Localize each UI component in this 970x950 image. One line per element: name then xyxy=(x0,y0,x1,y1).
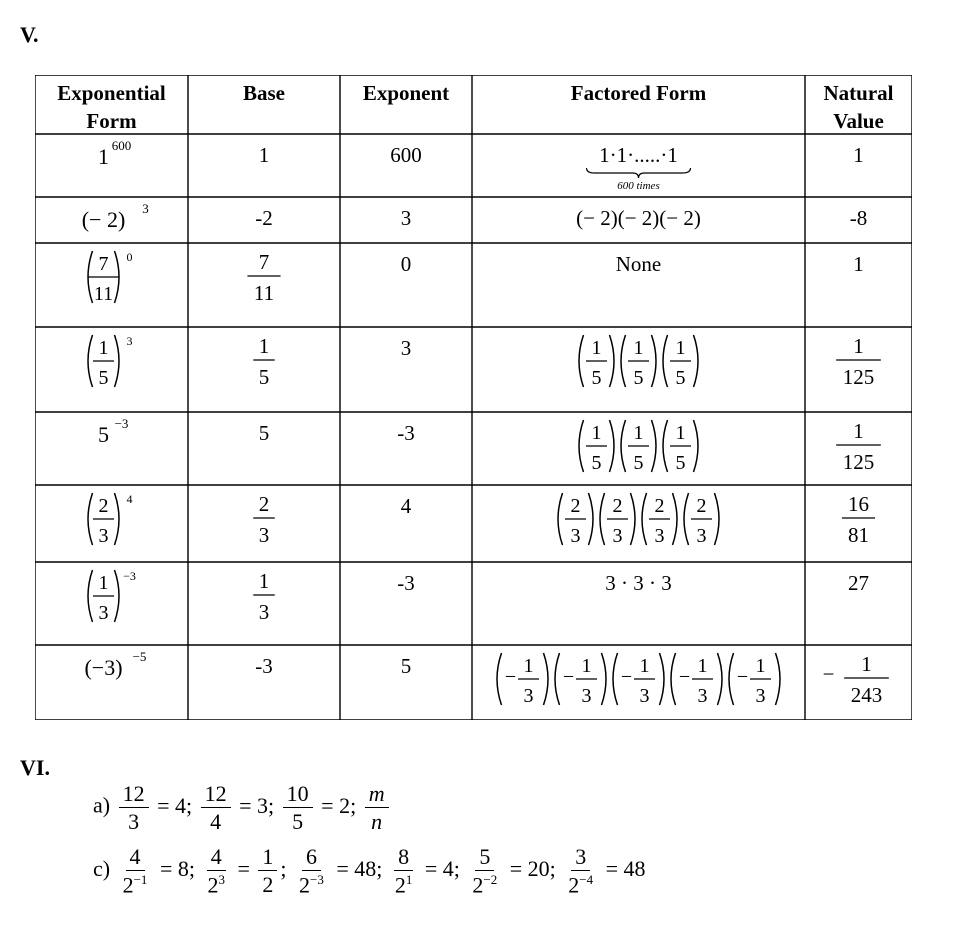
factored-form-cell-factor-numerator: 1 xyxy=(633,337,644,359)
natural-value-cell-numerator: 16 xyxy=(848,491,869,516)
exponential-form-cell-left-paren xyxy=(88,570,93,622)
table-header: Exponential xyxy=(57,81,166,105)
factored-form-cell-factor-left-paren xyxy=(579,335,584,387)
factored-form-cell: 3 · 3 · 3 xyxy=(605,571,672,595)
factored-form-cell: (− 2)(− 2)(− 2) xyxy=(576,206,701,230)
vi-c-result: = xyxy=(231,855,256,881)
vi-a-fraction xyxy=(119,782,149,833)
vi-a-numerator: 12 xyxy=(119,782,149,808)
table-header: Base xyxy=(243,81,285,105)
vi-c-denominator xyxy=(119,871,152,896)
exponential-form-cell-exponent: 3 xyxy=(126,334,133,348)
factored-form-cell-factor-left-paren xyxy=(621,335,626,387)
exponent-cell: -3 xyxy=(397,571,415,595)
factored-form-cell-factor-right-paren xyxy=(715,493,720,545)
vi-c-den-exponent: −2 xyxy=(483,872,498,888)
exponential-form-cell-numerator: 7 xyxy=(98,253,109,275)
natural-value-cell-denominator: 81 xyxy=(848,523,869,548)
base-cell-denominator: 3 xyxy=(258,523,270,548)
vi-a-denominator: 3 xyxy=(128,809,140,835)
factored-form-cell-factor-right-paren xyxy=(610,420,615,472)
base-cell: 1 xyxy=(258,143,270,167)
vi-c-den-base: 2 xyxy=(472,872,484,898)
factored-form-cell-factor-right-paren xyxy=(652,335,657,387)
vi-c-den-base: 2 xyxy=(394,872,406,898)
vi-c-denominator xyxy=(468,871,501,896)
factored-form-cell-factor-right-paren xyxy=(776,653,781,705)
factored-form-cell-sign: − xyxy=(620,666,633,688)
factored-form-cell-factor-denominator: 3 xyxy=(654,525,665,547)
vi-a-fraction xyxy=(283,782,313,833)
factored-form-cell-factor-right-paren xyxy=(660,653,665,705)
exponential-form-cell-left-paren xyxy=(88,335,93,387)
exponential-form-cell-exponent: 0 xyxy=(126,250,133,264)
base-cell: -2 xyxy=(255,206,273,230)
exponent-table xyxy=(35,75,912,720)
factored-form-cell-factor-right-paren xyxy=(631,493,636,545)
factored-form-cell-factor-left-paren xyxy=(497,653,502,705)
vi-a-denominator: 5 xyxy=(292,809,304,835)
exponential-form-cell-denominator: 3 xyxy=(98,525,109,547)
vi-c-result: = 20; xyxy=(504,855,562,881)
vi-c-den-exponent: 3 xyxy=(218,872,225,888)
vi-c-result: = 4; xyxy=(419,855,466,881)
vi-a-result: = 4; xyxy=(151,792,198,818)
vi-a-denominator: n xyxy=(371,809,383,835)
vi-c-denominator xyxy=(564,871,597,896)
exponent-cell: -3 xyxy=(397,421,415,445)
factored-form-cell-factor-left-paren xyxy=(555,653,560,705)
exponential-form-cell-base: 5 xyxy=(98,422,109,447)
table-header: Natural xyxy=(823,81,894,105)
factored-form-cell-sign: − xyxy=(504,666,517,688)
factored-form-cell-factor-numerator: 1 xyxy=(639,655,650,677)
base-cell-denominator: 11 xyxy=(253,281,275,306)
vi-a-result: = 3; xyxy=(233,792,280,818)
exponential-form-cell-numerator: 1 xyxy=(98,572,109,594)
factored-form-cell-factor-left-paren xyxy=(558,493,563,545)
factored-form-cell-factor-numerator: 2 xyxy=(612,495,623,517)
factored-form-cell-sign: − xyxy=(678,666,691,688)
vi-c-result: = 48 xyxy=(600,855,646,881)
factored-form-cell-factor-right-paren xyxy=(718,653,723,705)
factored-form-cell-factor-numerator: 1 xyxy=(633,422,644,444)
vi-a-result: = 2; xyxy=(315,792,362,818)
vi-c-den-exponent: 1 xyxy=(405,872,413,888)
factored-form-cell-factor-denominator: 5 xyxy=(591,452,602,474)
exponent-cell: 0 xyxy=(400,252,412,276)
vi-c-fraction xyxy=(295,845,328,897)
exponential-form-cell-exponent: 3 xyxy=(142,201,149,216)
factored-form-cell-factor-left-paren xyxy=(684,493,689,545)
natural-value-cell-numerator: 1 xyxy=(853,418,864,443)
factored-form-cell-factor-numerator: 1 xyxy=(675,337,686,359)
factored-form-cell-factor-denominator: 5 xyxy=(591,367,602,389)
exponential-form-cell-numerator: 1 xyxy=(98,337,109,359)
natural-value-cell-numerator: 1 xyxy=(861,651,872,676)
factored-form-cell-factor-right-paren xyxy=(694,420,699,472)
factored-form-cell-factor-left-paren xyxy=(663,420,668,472)
factored-form-cell-underbrace xyxy=(587,168,691,178)
vi-c-den-exponent: −3 xyxy=(310,872,324,888)
vi-a-fraction xyxy=(365,782,389,833)
factored-form-cell-factor-right-paren xyxy=(602,653,607,705)
factored-form-cell-product: 1·1·.....·1 xyxy=(599,143,678,167)
exponential-form-cell-denominator: 3 xyxy=(98,602,109,624)
factored-form-cell-factor-denominator: 3 xyxy=(523,685,534,707)
vi-a-numerator: 10 xyxy=(283,782,313,808)
factored-form-cell-factor-denominator: 3 xyxy=(697,685,708,707)
factored-form-cell-factor-right-paren xyxy=(652,420,657,472)
exponential-form-cell-right-paren xyxy=(115,493,120,545)
vi-c-fraction xyxy=(203,845,229,897)
vi-c-numerator: 8 xyxy=(394,845,413,871)
factored-form-cell-factor-numerator: 2 xyxy=(654,495,665,517)
factored-form-cell-factor-numerator: 1 xyxy=(581,655,592,677)
natural-value-cell: 1 xyxy=(853,143,864,167)
vi-c-result: = 48; xyxy=(330,855,388,881)
vi-a-line xyxy=(93,782,392,833)
vi-c-result-numerator: 1 xyxy=(258,845,277,871)
base-cell-denominator: 3 xyxy=(258,600,270,625)
exponent-cell: 600 xyxy=(390,143,422,167)
factored-form-cell-factor-right-paren xyxy=(694,335,699,387)
exponent-cell: 4 xyxy=(400,494,412,518)
vi-a-numerator: m xyxy=(365,782,389,808)
natural-value-cell: -8 xyxy=(849,206,868,230)
exponent-cell: 3 xyxy=(400,206,412,230)
factored-form-cell-factor-right-paren xyxy=(589,493,594,545)
vi-a-numerator: 12 xyxy=(201,782,231,808)
factored-form-cell-factor-left-paren xyxy=(600,493,605,545)
factored-form-cell-factor-denominator: 5 xyxy=(633,452,644,474)
exponential-form-cell-denominator: 11 xyxy=(93,283,114,305)
exponential-form-cell-right-paren xyxy=(115,335,120,387)
vi-c-fraction xyxy=(391,845,417,897)
base-cell-numerator: 1 xyxy=(258,568,270,593)
factored-form-cell-factor-left-paren xyxy=(729,653,734,705)
factored-form-cell-factor-denominator: 5 xyxy=(675,367,686,389)
exponential-form-cell-numerator: 2 xyxy=(98,495,109,517)
factored-form-cell-factor-denominator: 3 xyxy=(612,525,623,547)
base-cell: -3 xyxy=(255,654,273,678)
factored-form-cell-factor-left-paren xyxy=(671,653,676,705)
factored-form-cell-factor-denominator: 3 xyxy=(639,685,650,707)
factored-form-cell: None xyxy=(615,252,662,276)
vi-c-numerator: 4 xyxy=(207,845,226,871)
vi-c-result-fraction xyxy=(258,845,277,896)
exponential-form-cell-exponent: −3 xyxy=(123,569,136,583)
factored-form-cell-factor-numerator: 1 xyxy=(755,655,766,677)
vi-c-denominator xyxy=(391,871,417,896)
vi-c-den-base: 2 xyxy=(568,872,580,898)
table-header: Factored Form xyxy=(570,81,707,105)
factored-form-cell-factor-right-paren xyxy=(610,335,615,387)
exponential-form-cell-exponent: −5 xyxy=(132,649,147,664)
vi-c-denominator xyxy=(295,871,328,896)
factored-form-cell-factor-numerator: 1 xyxy=(591,337,602,359)
vi-c-line xyxy=(93,845,646,897)
exponential-form-cell-left-paren xyxy=(88,493,93,545)
vi-a-denominator: 4 xyxy=(210,809,222,835)
factored-form-cell-factor-left-paren xyxy=(663,335,668,387)
base-cell-denominator: 5 xyxy=(258,365,270,390)
base-cell-numerator: 2 xyxy=(258,491,270,516)
factored-form-cell-factor-numerator: 2 xyxy=(696,495,707,517)
factored-form-cell-factor-denominator: 5 xyxy=(675,452,686,474)
vi-a-fraction xyxy=(201,782,231,833)
base-cell: 5 xyxy=(258,421,270,445)
vi-c-den-base: 2 xyxy=(207,872,219,898)
factored-form-cell-factor-numerator: 1 xyxy=(591,422,602,444)
exponential-form-cell-exponent: −3 xyxy=(114,416,129,431)
factored-form-cell-factor-denominator: 3 xyxy=(696,525,707,547)
factored-form-cell-factor-numerator: 1 xyxy=(523,655,534,677)
vi-c-fraction xyxy=(564,845,597,897)
natural-value-cell-numerator: 1 xyxy=(853,333,864,358)
exponential-form-cell-exponent: 600 xyxy=(111,138,132,153)
factored-form-cell-factor-left-paren xyxy=(642,493,647,545)
vi-a-label: a) xyxy=(93,792,111,818)
natural-value-cell-denominator: 125 xyxy=(842,450,875,475)
factored-form-cell-factor-right-paren xyxy=(544,653,549,705)
table-header: Value xyxy=(833,109,884,133)
natural-value-cell: 1 xyxy=(853,252,864,276)
table-header: Exponent xyxy=(362,81,450,105)
vi-c-result: = 8; xyxy=(154,855,201,881)
vi-c-den-base: 2 xyxy=(299,872,311,898)
exponential-form-cell-exponent: 4 xyxy=(126,492,133,506)
base-cell-numerator: 7 xyxy=(258,249,270,274)
factored-form-cell-factor-right-paren xyxy=(673,493,678,545)
factored-form-cell-factor-left-paren xyxy=(579,420,584,472)
factored-form-cell-factor-left-paren xyxy=(621,420,626,472)
table-header: Form xyxy=(86,109,137,133)
exponential-form-cell-denominator: 5 xyxy=(98,367,109,389)
vi-c-numerator: 4 xyxy=(126,845,145,871)
factored-form-cell-factor-numerator: 1 xyxy=(675,422,686,444)
vi-c-result-denominator: 2 xyxy=(262,872,274,898)
natural-value-cell-sign: − xyxy=(822,662,835,686)
base-cell-numerator: 1 xyxy=(258,333,270,358)
vi-c-numerator: 6 xyxy=(302,845,321,871)
vi-c-fraction xyxy=(468,845,501,897)
exponential-form-cell-base: (− 2) xyxy=(81,207,126,232)
factored-form-cell-factor-denominator: 5 xyxy=(633,367,644,389)
vi-c-numerator: 5 xyxy=(475,845,494,871)
factored-form-cell-factor-left-paren xyxy=(613,653,618,705)
factored-form-cell-note: 600 times xyxy=(617,180,660,192)
section-vi-heading: VI. xyxy=(20,755,50,780)
factored-form-cell-factor-denominator: 3 xyxy=(581,685,592,707)
natural-value-cell: 27 xyxy=(848,571,869,595)
factored-form-cell-sign: − xyxy=(562,666,575,688)
factored-form-cell-factor-numerator: 1 xyxy=(697,655,708,677)
exponential-form-cell-right-paren xyxy=(115,570,120,622)
vi-c-label: c) xyxy=(93,855,111,881)
vi-c-fraction xyxy=(119,845,152,897)
natural-value-cell-denominator: 125 xyxy=(842,365,875,390)
vi-c-numerator: 3 xyxy=(571,845,590,871)
factored-form-cell-sign: − xyxy=(736,666,749,688)
exponent-cell: 3 xyxy=(400,336,412,360)
vi-c-den-base: 2 xyxy=(122,872,134,898)
vi-c-den-exponent: −4 xyxy=(579,872,594,888)
exponential-form-cell-base: 1 xyxy=(98,144,109,169)
vi-c-denominator xyxy=(203,871,229,896)
exponential-form-cell-base: (−3) xyxy=(84,655,123,680)
factored-form-cell-factor-denominator: 3 xyxy=(570,525,581,547)
section-v-heading: V. xyxy=(20,22,39,47)
exponent-cell: 5 xyxy=(400,654,412,678)
factored-form-cell-factor-numerator: 2 xyxy=(570,495,581,517)
factored-form-cell-factor-denominator: 3 xyxy=(755,685,766,707)
natural-value-cell-denominator: 243 xyxy=(850,683,883,708)
vi-c-separator: ; xyxy=(280,855,293,881)
vi-c-den-exponent: −1 xyxy=(133,872,148,888)
